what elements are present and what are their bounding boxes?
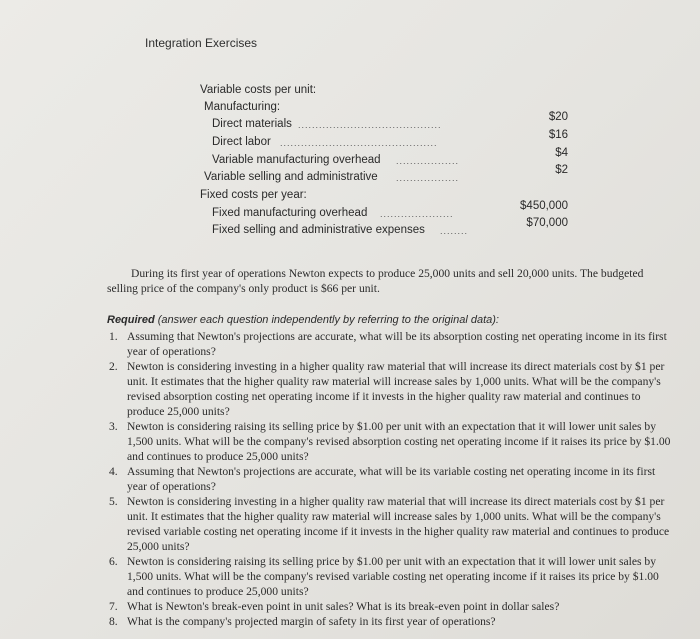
cost-table xyxy=(190,76,580,246)
cost-label-fixed-mfg-overhead: Fixed manufacturing overhead xyxy=(212,207,368,219)
question-number: 2. xyxy=(109,360,118,373)
question-text: Newton is considering investing in a higher quality raw material that will increase its direct materials cost by $1 per unit. It estimates that the higher quality raw material will increase sales by 1,000 units. What will be the company's revised absorption costing net operating income if it invests in the higher quality raw material and continues to produce 25,000 units? xyxy=(127,360,665,418)
cost-label-direct-labor: Direct labor xyxy=(212,136,271,148)
question-item xyxy=(107,464,673,494)
question-number: 1. xyxy=(109,330,118,343)
dot-leader: ............................................. xyxy=(280,138,438,148)
cost-label-variable-mfg-overhead: Variable manufacturing overhead xyxy=(212,154,381,166)
cost-label-variable-selling-admin: Variable selling and administrative xyxy=(204,171,378,183)
question-text: Newton is considering raising its selling price by $1.00 per unit with an expectation that it will lower unit sales by 1,500 units. What will be the company's revised variable costing net operating income if it raises its price by $1.00 and continues to produce 25,000 units? xyxy=(127,555,659,598)
cost-label-manufacturing: Manufacturing: xyxy=(204,101,281,113)
dot-leader: ......................................... xyxy=(298,120,442,130)
question-item xyxy=(107,614,673,629)
question-number: 5. xyxy=(109,495,118,508)
question-item xyxy=(107,554,673,599)
cost-amount-variable-selling-admin: $2 xyxy=(555,164,568,176)
question-text: What is Newton's break-even point in unit sales? What is its break-even point in dollar sales? xyxy=(127,600,560,613)
questions-list xyxy=(107,329,673,629)
question-item xyxy=(107,494,673,554)
required-heading xyxy=(107,314,499,326)
dot-leader: .................. xyxy=(396,173,460,183)
cost-label-fixed-selling-admin: Fixed selling and administrative expenses xyxy=(212,224,425,236)
question-number: 4. xyxy=(109,465,118,478)
question-number: 6. xyxy=(109,555,118,568)
question-item xyxy=(107,329,673,359)
cost-amount-fixed-mfg-overhead: $450,000 xyxy=(520,200,568,212)
cost-label-fixed-costs: Fixed costs per year: xyxy=(200,189,307,201)
question-number: 3. xyxy=(109,420,118,433)
dot-leader: ........ xyxy=(440,226,469,236)
intro-paragraph: During its first year of operations Newton expects to produce 25,000 units and sell 20,000 units. The budgeted selling price of the company's only product is $66 per unit. xyxy=(107,267,644,295)
question-number: 7. xyxy=(109,600,118,613)
cost-amount-fixed-selling-admin: $70,000 xyxy=(526,217,568,229)
question-text: What is the company's projected margin of safety in its first year of operations? xyxy=(127,615,496,628)
cost-label-variable-costs: Variable costs per unit: xyxy=(200,84,317,96)
required-label: Required xyxy=(107,314,155,326)
question-item xyxy=(107,419,673,464)
question-item xyxy=(107,599,673,614)
required-note: (answer each question independently by referring to the original data): xyxy=(157,314,499,326)
cost-amount-direct-labor: $16 xyxy=(548,129,568,141)
dot-leader: .................. xyxy=(396,156,460,166)
cost-amount-direct-materials: $20 xyxy=(548,111,568,123)
question-item xyxy=(107,359,673,419)
question-number: 8. xyxy=(109,615,118,628)
question-text: Newton is considering investing in a higher quality raw material that will increase its direct materials cost by $1 per unit. It estimates that the higher quality raw material will increase sales by 1,000 units. What will be the company's revised variable costing net operating income if it invests in the higher quality raw material and continues to produce 25,000 units? xyxy=(127,495,670,553)
dot-leader: ..................... xyxy=(380,209,454,219)
question-text: Assuming that Newton's projections are accurate, what will be its variable costing net operating income in its first year of operations? xyxy=(127,465,656,493)
cost-label-direct-materials: Direct materials xyxy=(212,118,292,130)
cost-amount-variable-mfg-overhead: $4 xyxy=(555,147,568,159)
page-title: Integration Exercises xyxy=(145,36,258,50)
question-text: Newton is considering raising its selling price by $1.00 per unit with an expectation that it will lower unit sales by 1,500 units. What will be the company's revised absorption costing net operating income if it raises its price by $1.00 and continues to produce 25,000 units? xyxy=(127,420,671,463)
question-text: Assuming that Newton's projections are accurate, what will be its absorption costing net operating income in its first year of operations? xyxy=(127,330,667,358)
